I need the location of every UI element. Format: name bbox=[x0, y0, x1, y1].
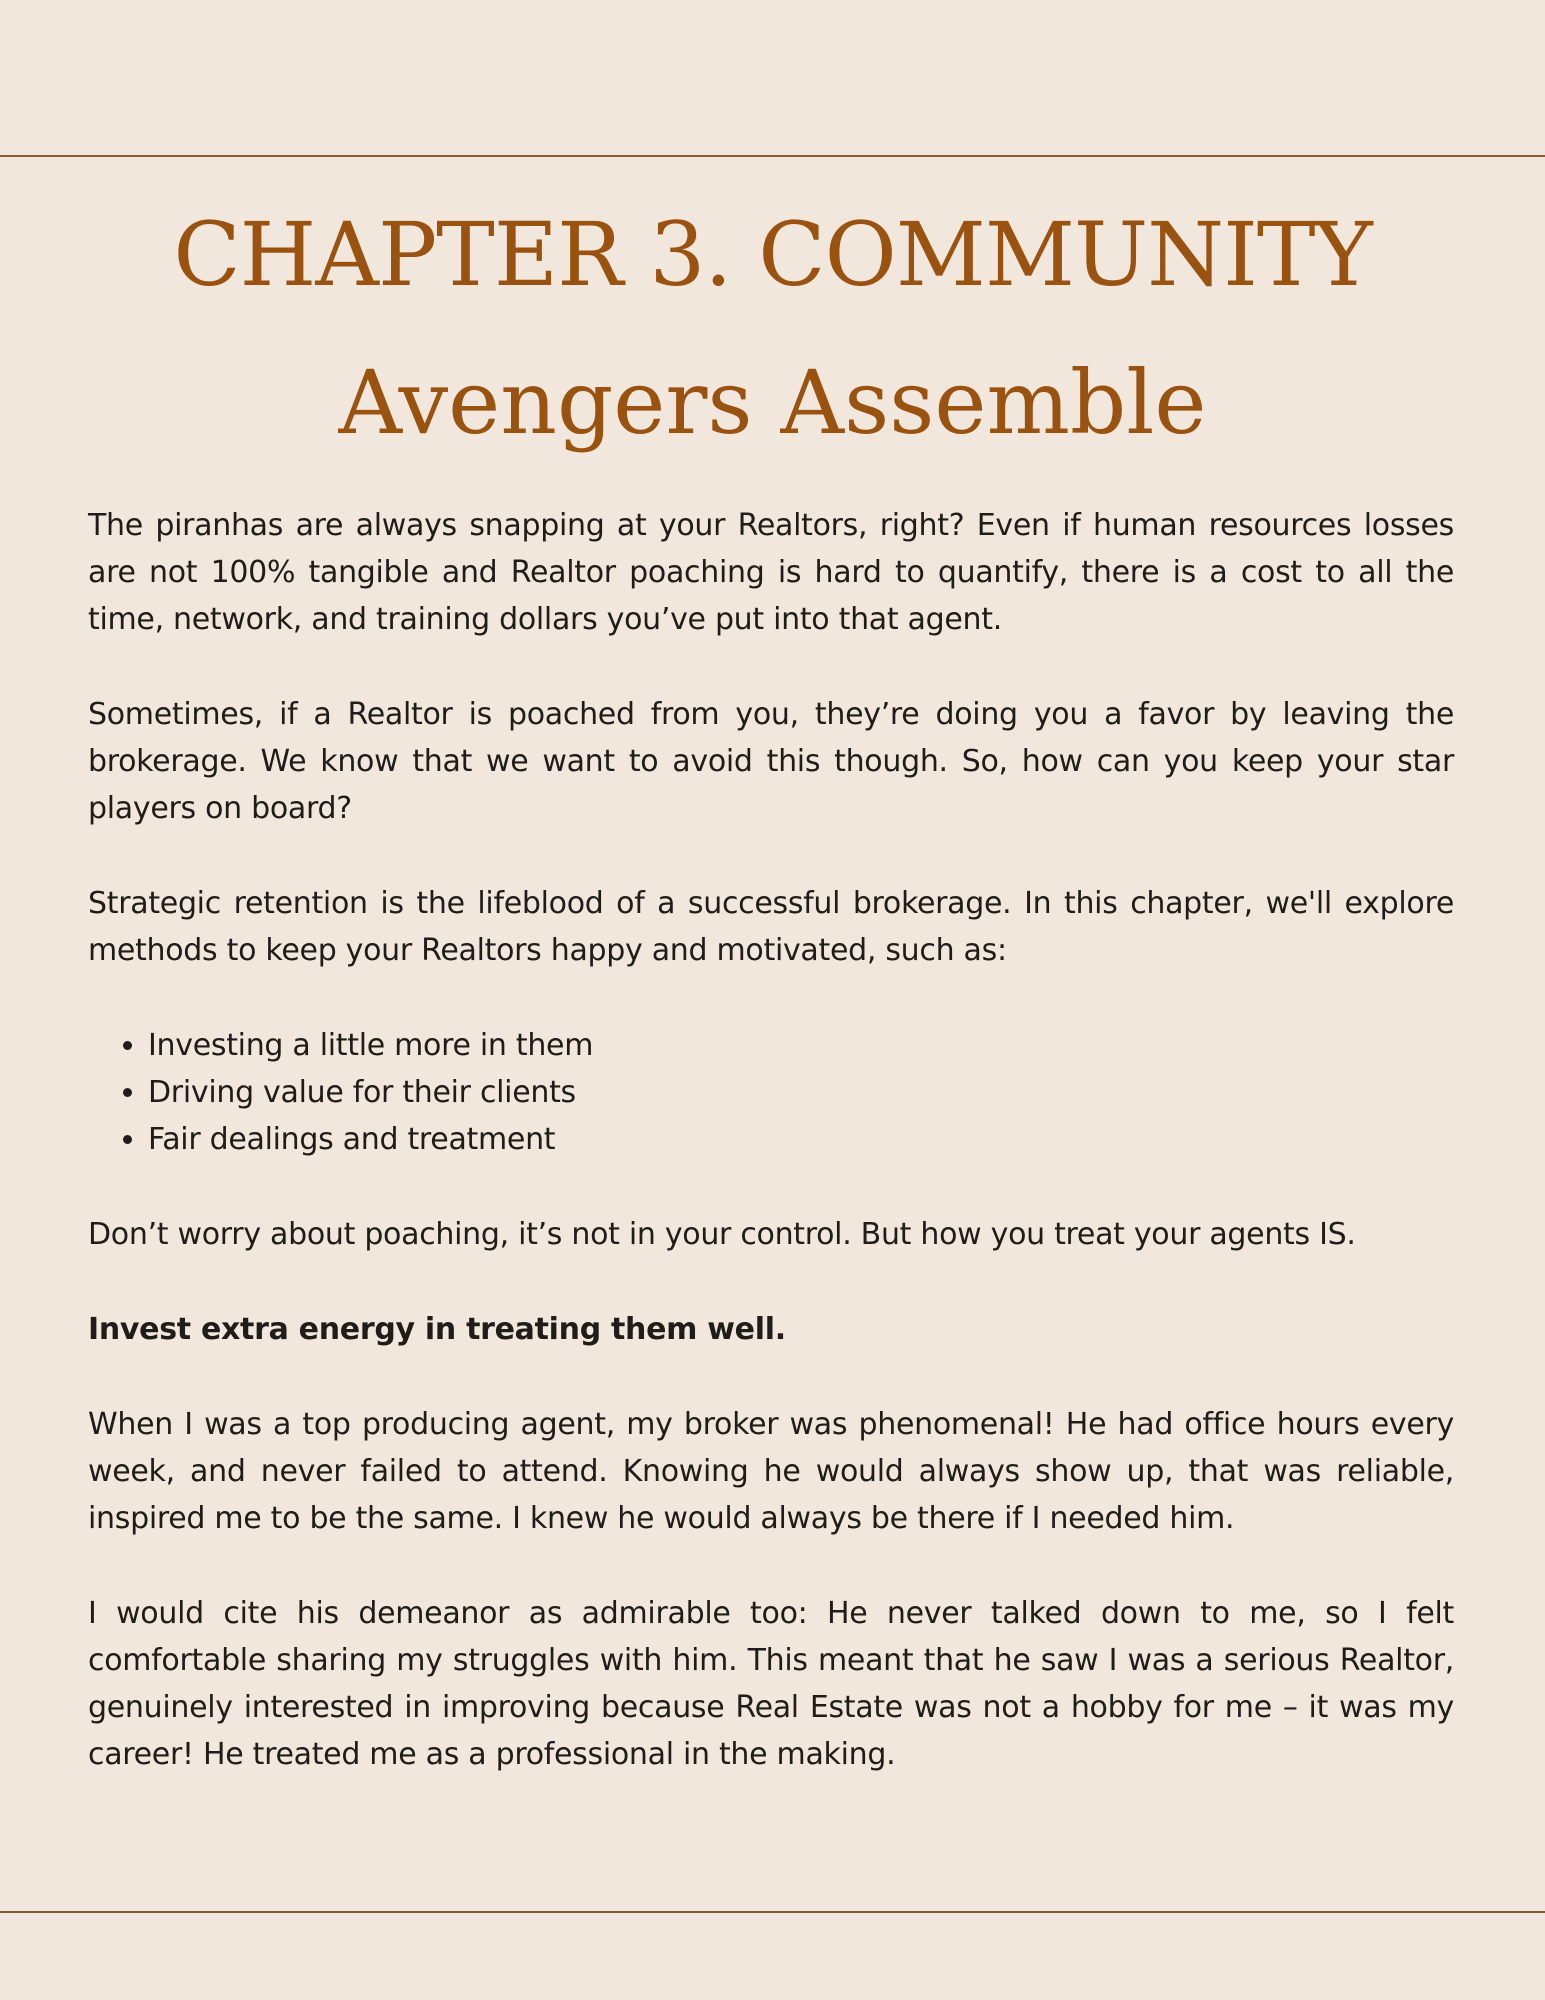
paragraph-poached: Sometimes, if a Realtor is poached from you, they’re doing you a favor by leaving the brokerage. We know that we want to avoid this though. So, how can you keep your star players on board? bbox=[88, 697, 1454, 826]
paragraph-broker: When I was a top producing agent, my broker was phenomenal! He had office hours every week, and never failed to attend. Knowing he would always show up, that was reliable, inspired me to be the same. I knew he would always be there if I needed him. bbox=[88, 1407, 1454, 1536]
chapter-body bbox=[88, 502, 1454, 1826]
bottom-divider bbox=[0, 1911, 1545, 1913]
list-item: • Investing a little more in them bbox=[148, 1022, 1454, 1069]
chapter-subtitle: Avengers Assemble bbox=[338, 351, 1207, 454]
methods-list bbox=[88, 1022, 1454, 1163]
list-item: • Fair dealings and treatment bbox=[148, 1116, 1454, 1163]
section-heading: Invest extra energy in treating them well. bbox=[88, 1312, 786, 1347]
paragraph-retention: Strategic retention is the lifeblood of a successful brokerage. In this chapter, we'll explore methods to keep your Realtors happy and motivated, such as: bbox=[88, 886, 1454, 968]
paragraph-demeanor: I would cite his demeanor as admirable too: He never talked down to me, so I felt comfortable sharing my struggles with him. This meant that he saw I was a serious Realtor, genuinely interested in improving because Real Estate was not a hobby for me – it was my career! He treated me as a professional in the making. bbox=[88, 1596, 1454, 1772]
list-item: • Driving value for their clients bbox=[148, 1069, 1454, 1116]
paragraph-poaching: Don’t worry about poaching, it’s not in your control. But how you treat your agents IS. bbox=[88, 1217, 1356, 1252]
top-divider bbox=[0, 155, 1545, 157]
chapter-title: CHAPTER 3. COMMUNITY bbox=[173, 203, 1372, 306]
paragraph-intro: The piranhas are always snapping at your Realtors, right? Even if human resources losses are not 100% tangible and Realtor poaching is hard to quantify, there is a cost to all the time, network, and training dollars you’ve put into that agent. bbox=[88, 508, 1454, 637]
